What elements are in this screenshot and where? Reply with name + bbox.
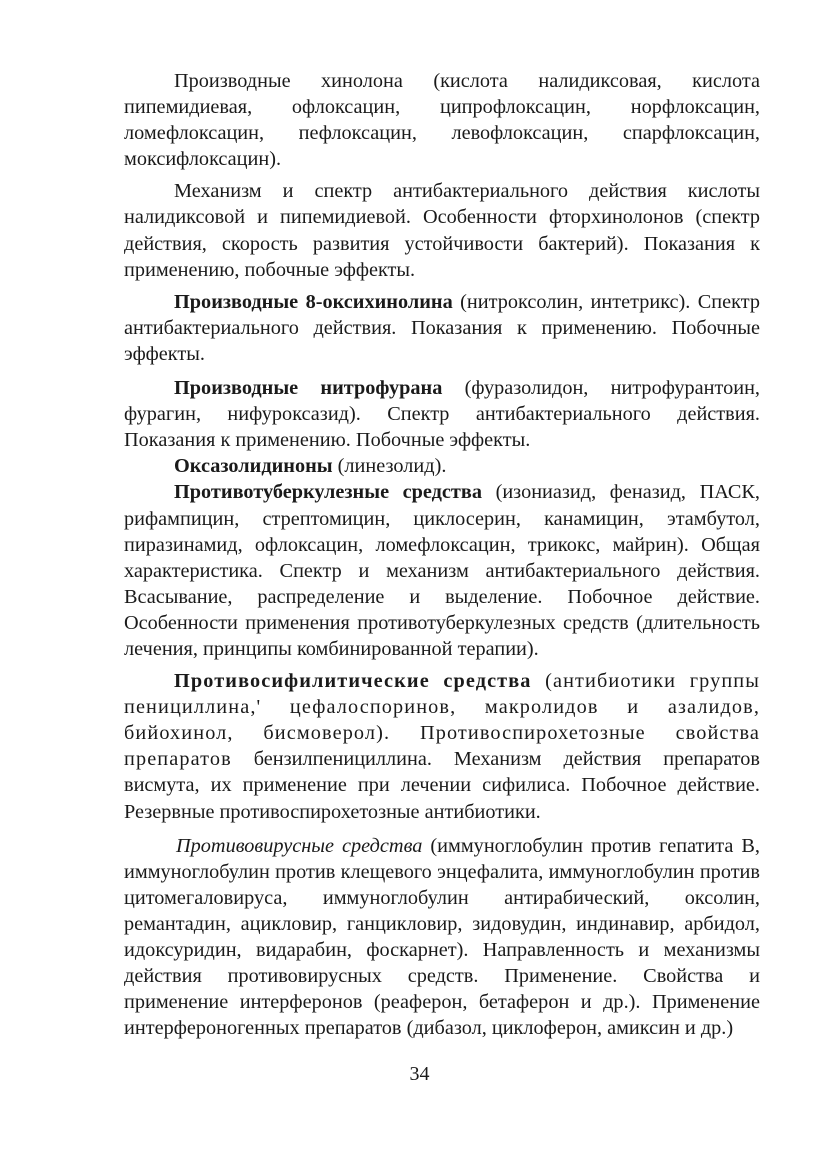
paragraph-text: (линезолид). (332, 455, 447, 478)
paragraph-text: Механизм и спектр антибактериального действия кислоты налидиксовой и пипемидиевой. Особенности фторхинолонов (спектр действия, скорость развития устойчивости бактерий). Показания к применению, побочные эффекты. (124, 180, 760, 281)
section-heading: Оксазолидиноны (174, 455, 333, 478)
paragraph-text: Противоспирохетозные свойства препаратов (124, 722, 760, 771)
paragraph-oxyquinoline (124, 289, 760, 367)
section-heading: Производные 8-оксихинолина (174, 290, 453, 313)
paragraph-mechanism (124, 178, 760, 282)
paragraph-text: Производные хинолона (кислота налидиксовая, кислота пипемидиевая, офлоксацин, ципрофлоксацин, норфлоксацин, ломефлоксацин, пефлоксацин, левофлоксацин, спарфлоксацин, моксифлоксацин). (124, 70, 760, 171)
paragraph-quinolones (124, 68, 760, 172)
paragraph-antisyphilis (124, 668, 760, 825)
paragraph-text: (изониазид, феназид, ПАСК, рифампицин, стрептомицин, циклосерин, канамицин, этамбутол, пиразинамид, офлоксацин, ломефлоксацин, трикокс, майрин). Общая характеристика. Спектр и механизм антибактериального действия. Всасывание, распределение и выделение. Побочное действие. Особенности применения противотуберкулезных средств (длительность лечения, принципы комбинированной терапии). (124, 481, 760, 660)
section-heading: Противотуберкулезные средства (174, 481, 482, 504)
paragraph-text: (фуразолидон, нитрофурантоин, фурагин, нифуроксазид). Спектр антибактериального действия. Показания к применению. Побочные эффекты. (124, 377, 760, 452)
paragraph-antiviral (124, 833, 760, 1042)
paragraph-text: (иммуноглобулин против гепатита В, иммуноглобулин против клещевого энцефалита, иммуноглобулин против цитомегаловируса, иммуноглобулин антирабический, оксолин, ремантадин, ацикловир, ганцикловир, зидовудин, индинавир, арбидол, идоксуридин, видарабин, фоскарнет). Направленность и механизмы действия противовирусных средств. Применение. Свойства и применение интерферонов (реаферон, бетаферон и др.). Применение интерфероногенных препаратов (дибазол, циклоферон, амиксин и др.) (124, 834, 761, 1040)
paragraph-text: (антибиотики группы пенициллина,' цефалоспоринов, макролидов и азалидов, бийохинол, бисмоверол). (124, 670, 760, 745)
paragraph-oxazolidinones (124, 453, 760, 479)
section-heading: Противовирусные средства (176, 834, 423, 857)
paragraph-nitrofuran (124, 375, 760, 453)
page-number: 34 (409, 1063, 430, 1085)
section-heading: Противосифилитические средства (174, 670, 532, 693)
paragraph-text: бензилпенициллина. Механизм действия препаратов висмута, их применение при лечении сифилиса. Побочное действие. Резервные противоспирохетозные антибиотики. (124, 748, 760, 823)
paragraph-text: (нитроксолин, интетрикс). Спектр антибактериального действия. Показания к применению. Побочные эффекты. (124, 290, 760, 365)
page-body (124, 68, 760, 1041)
section-heading: Производные нитрофурана (174, 377, 443, 400)
paragraph-antitb (124, 479, 760, 662)
